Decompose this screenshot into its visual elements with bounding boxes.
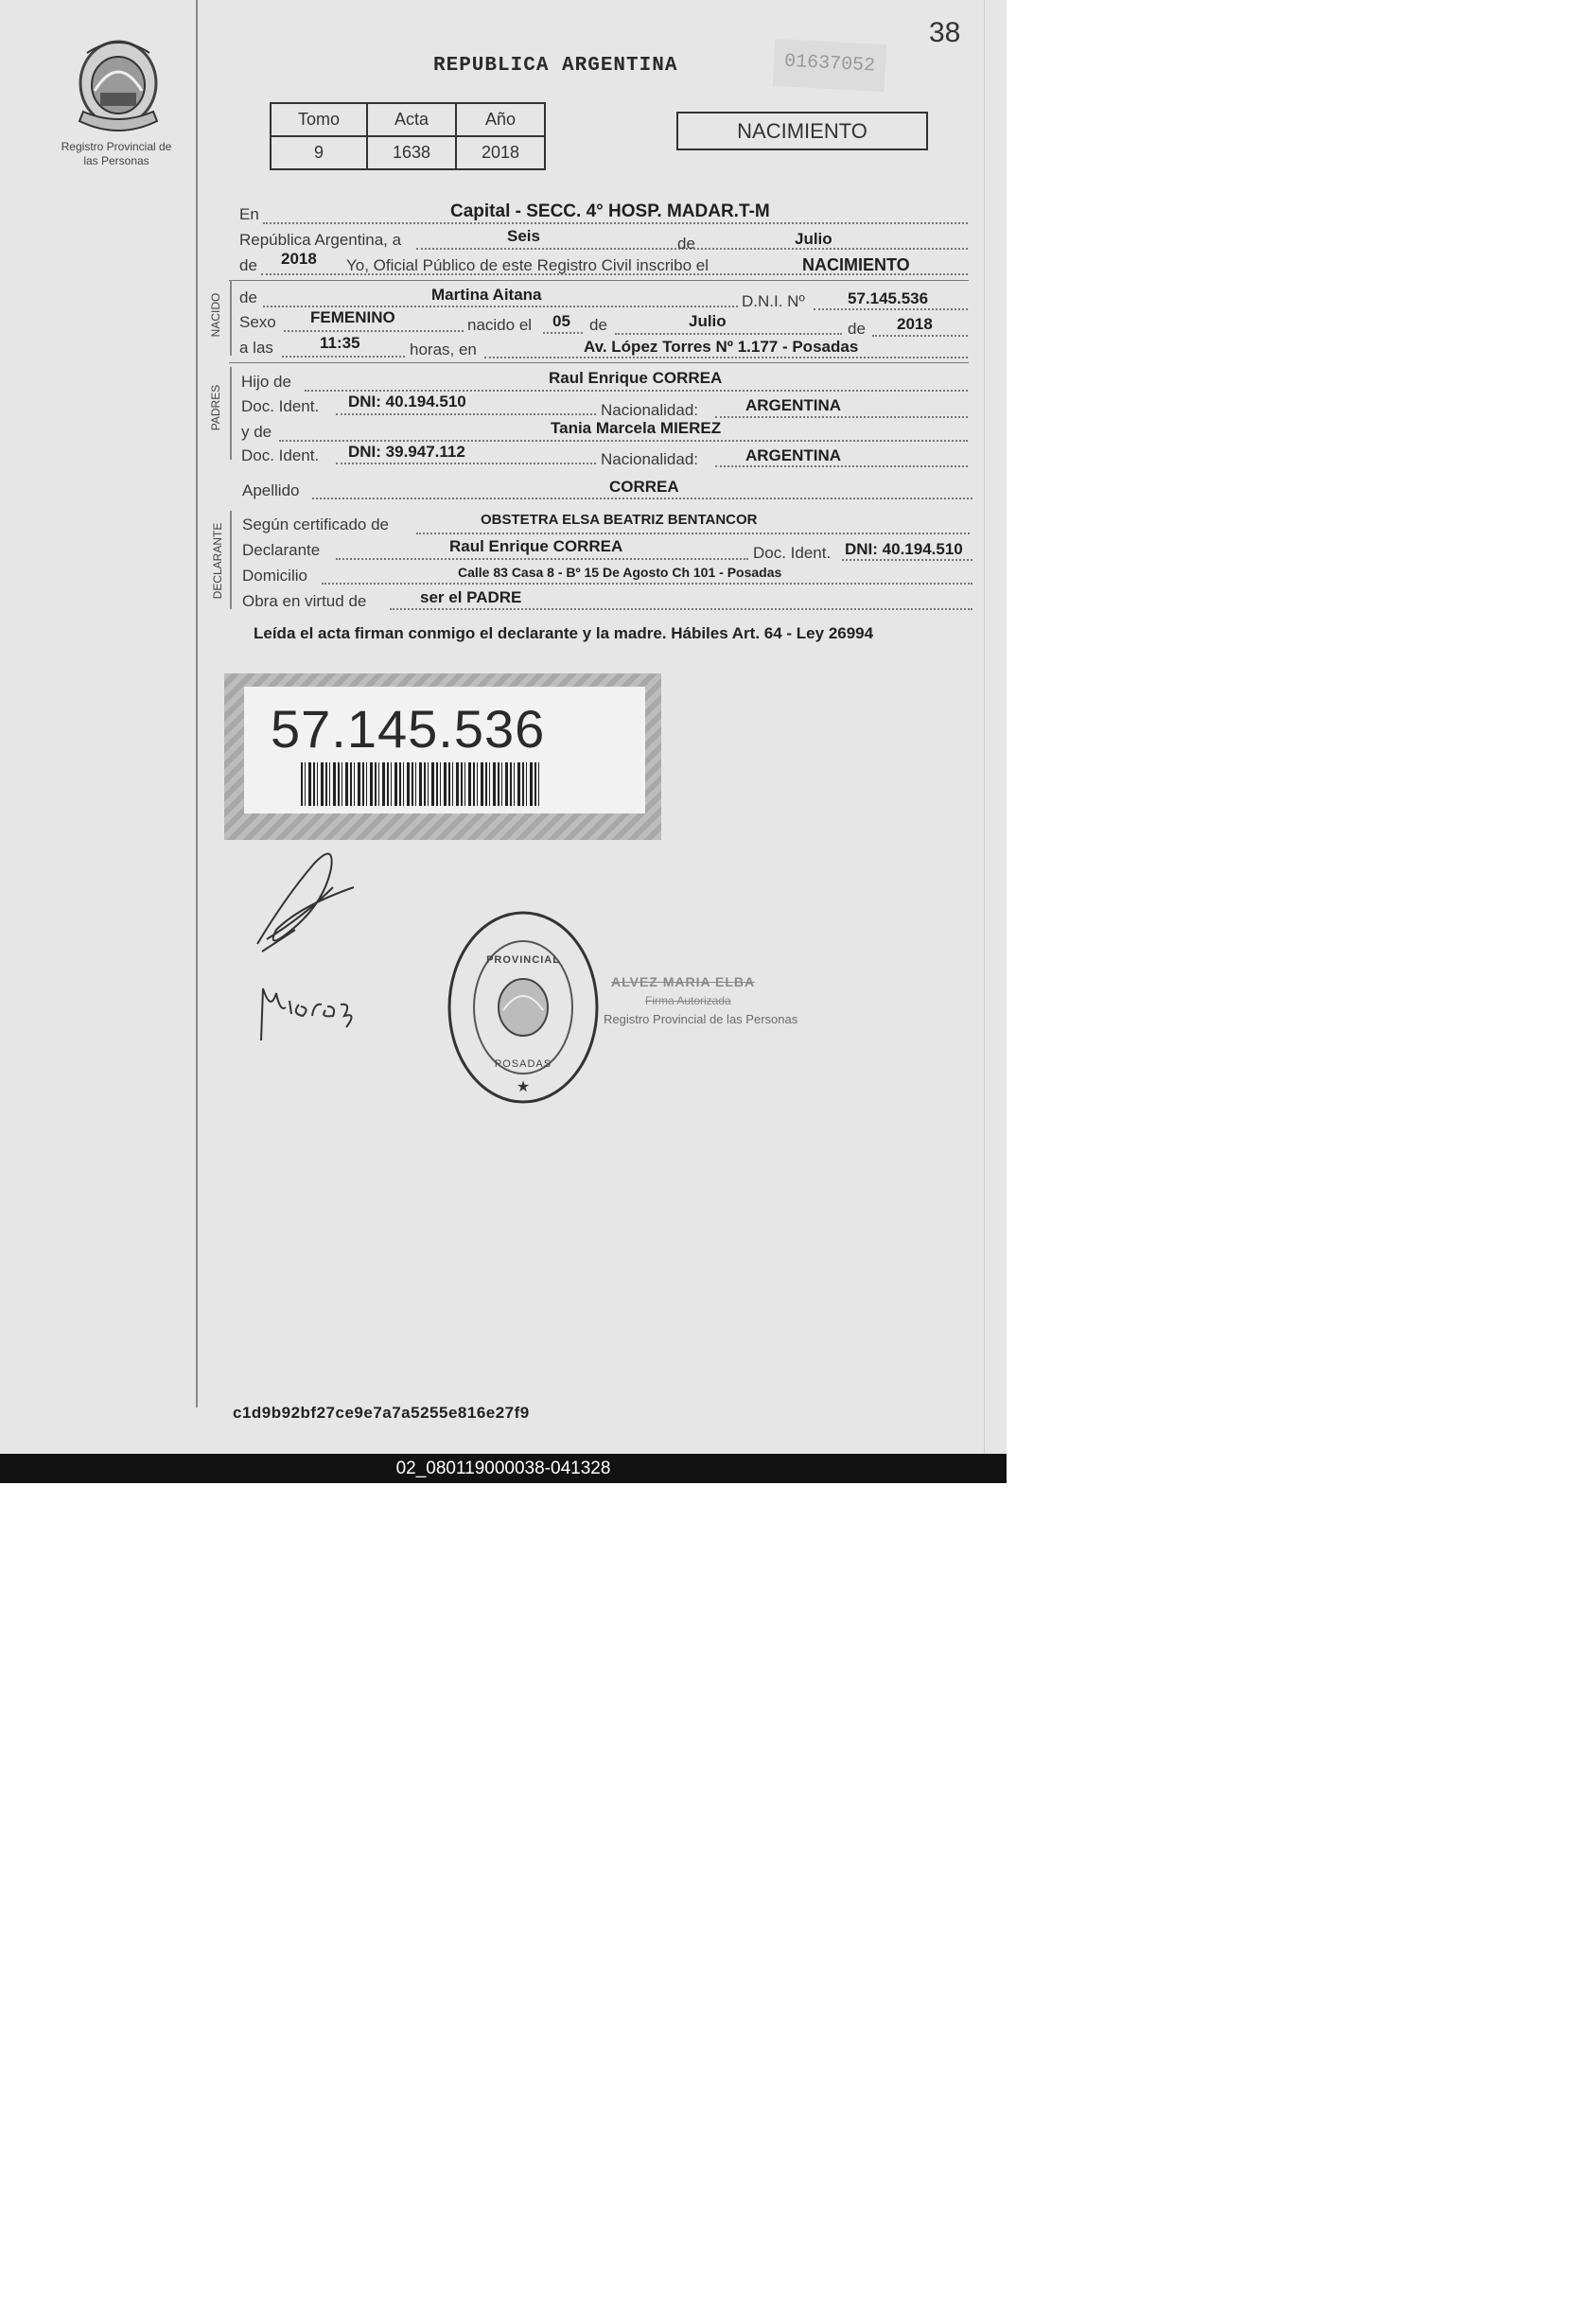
barcode	[301, 762, 541, 806]
lugar-nac-value: Av. López Torres Nº 1.177 - Posadas	[584, 338, 859, 356]
tomo-header: Tomo	[271, 103, 367, 136]
a-las-label: a las	[239, 339, 273, 357]
inscripcion-value: NACIMIENTO	[802, 255, 910, 274]
apellido-label: Apellido	[242, 481, 300, 499]
de-label: de	[589, 316, 607, 334]
doc-ident-label: Doc. Ident.	[241, 397, 320, 415]
svg-text:★: ★	[516, 1077, 531, 1095]
anio-value: 2018	[281, 250, 317, 268]
dotted-line	[336, 463, 596, 464]
dia-nac-value: 05	[552, 312, 570, 330]
mother-signature	[254, 974, 367, 1045]
dotted-line	[284, 330, 464, 332]
sexo-value: FEMENINO	[310, 308, 395, 326]
dotted-line	[336, 558, 748, 560]
padre-value: Raul Enrique CORREA	[549, 369, 723, 387]
nacionalidad-label: Nacionalidad:	[601, 450, 699, 468]
declarante-section-label: DECLARANTE	[211, 522, 224, 600]
page-number: 38	[929, 17, 961, 48]
domicilio-label: Domicilio	[242, 567, 307, 585]
republica-label: República Argentina, a	[239, 231, 402, 249]
dni-label: D.N.I. Nº	[742, 292, 805, 310]
anio-nac-value: 2018	[897, 315, 933, 333]
certificado-value: OBSTETRA ELSA BEATRIZ BENTANCOR	[481, 512, 758, 528]
document-hash: c1d9b92bf27ce9e7a7a5255e816e27f9	[233, 1404, 530, 1422]
record-type-box: NACIMIENTO	[676, 112, 928, 150]
dia-value: Seis	[507, 227, 540, 245]
nacido-el-label: nacido el	[467, 316, 533, 334]
dotted-line	[842, 559, 972, 561]
acta-header: Acta	[367, 103, 456, 136]
domicilio-value: Calle 83 Casa 8 - Bº 15 De Agosto Ch 101 - Posadas	[458, 565, 782, 580]
tomo-value: 9	[271, 136, 367, 169]
dotted-line	[715, 416, 968, 418]
registro-provincial-label: Registro Provincial de las Personas	[61, 140, 172, 167]
madre-doc-value: DNI: 39.947.112	[348, 443, 465, 461]
dotted-line	[390, 608, 972, 610]
declarante-doc-value: DNI: 40.194.510	[845, 540, 963, 558]
section-bar	[230, 280, 232, 356]
section-bar	[230, 511, 232, 609]
leida-statement: Leída el acta firman conmigo el declarante y la madre. Hábiles Art. 64 - Ley 26994	[254, 624, 874, 642]
dotted-line	[814, 308, 968, 310]
en-label: En	[239, 205, 259, 223]
nacido-section-label: NACIDO	[209, 292, 222, 338]
madre-value: Tania Marcela MIEREZ	[551, 419, 722, 437]
dotted-line	[715, 465, 968, 467]
tomo-acta-ano-table	[270, 102, 546, 170]
madre-nac-value: ARGENTINA	[745, 446, 842, 464]
registro-seal-icon	[445, 908, 602, 1107]
declarante-label: Declarante	[242, 541, 321, 559]
dotted-line	[484, 357, 968, 358]
dotted-line	[282, 356, 405, 358]
padre-doc-value: DNI: 40.194.510	[348, 393, 466, 411]
acta-value: 1638	[367, 136, 456, 169]
de-label: de	[239, 288, 257, 306]
dotted-line	[336, 413, 596, 415]
oficial-text: Yo, Oficial Público de este Registro Civil inscribo el	[346, 256, 709, 274]
margin-line	[196, 0, 198, 1407]
de-label: de	[239, 256, 257, 274]
dni-card-number: 57.145.536	[271, 699, 546, 759]
mes-nac-value: Julio	[689, 312, 727, 330]
nacionalidad-label: Nacionalidad:	[601, 401, 699, 419]
ano-value: 2018	[456, 136, 545, 169]
mes-value: Julio	[795, 230, 832, 248]
obra-label: Obra en virtud de	[242, 592, 367, 610]
hijo-de-label: Hijo de	[241, 373, 291, 391]
dotted-line	[263, 306, 738, 307]
sexo-label: Sexo	[239, 313, 276, 331]
firma-role: Firma Autorizada	[645, 994, 731, 1007]
obra-value: ser el PADRE	[420, 588, 522, 606]
section-bar	[230, 367, 232, 460]
svg-text:PROVINCIAL: PROVINCIAL	[486, 954, 560, 966]
lugar-value: Capital - SECC. 4° HOSP. MADAR.T-M	[450, 201, 770, 221]
right-edge-line	[984, 0, 985, 1454]
dotted-line	[872, 335, 968, 337]
dotted-line	[543, 332, 583, 334]
dotted-line	[279, 440, 968, 442]
apellido-value: CORREA	[609, 478, 679, 496]
country-title: REPUBLICA ARGENTINA	[433, 55, 678, 77]
dotted-line	[416, 533, 970, 534]
misiones-coat-of-arms-icon	[66, 34, 170, 138]
padre-nac-value: ARGENTINA	[745, 396, 842, 414]
section-divider	[229, 280, 969, 281]
doc-ident-label: Doc. Ident.	[753, 544, 832, 562]
footer-id-bar: 02_080119000038-041328	[0, 1454, 1007, 1483]
dni-value: 57.145.536	[848, 289, 929, 307]
segun-certificado-label: Según certificado de	[242, 515, 389, 533]
declarante-value: Raul Enrique CORREA	[449, 537, 623, 555]
firma-name: ALVEZ MARIA ELBA	[611, 974, 756, 989]
serial-stamp: 01637052	[773, 39, 886, 92]
father-signature	[248, 840, 361, 958]
de-label: de	[677, 235, 695, 253]
de-label: de	[848, 320, 866, 338]
firma-org: Registro Provincial de las Personas	[604, 1012, 798, 1026]
dotted-line	[322, 583, 972, 585]
dotted-line	[263, 222, 968, 224]
horas-en-label: horas, en	[410, 341, 477, 358]
ano-header: Año	[456, 103, 545, 136]
document-page	[0, 0, 1007, 1454]
nombre-value: Martina Aitana	[431, 286, 542, 304]
y-de-label: y de	[241, 423, 272, 441]
padres-section-label: PADRES	[209, 384, 222, 431]
hora-value: 11:35	[320, 334, 360, 352]
dotted-line	[312, 498, 972, 499]
section-divider	[229, 362, 969, 363]
doc-ident-label: Doc. Ident.	[241, 446, 320, 464]
dotted-line	[615, 333, 842, 335]
svg-text:POSADAS: POSADAS	[494, 1058, 552, 1070]
dotted-line	[305, 390, 968, 392]
